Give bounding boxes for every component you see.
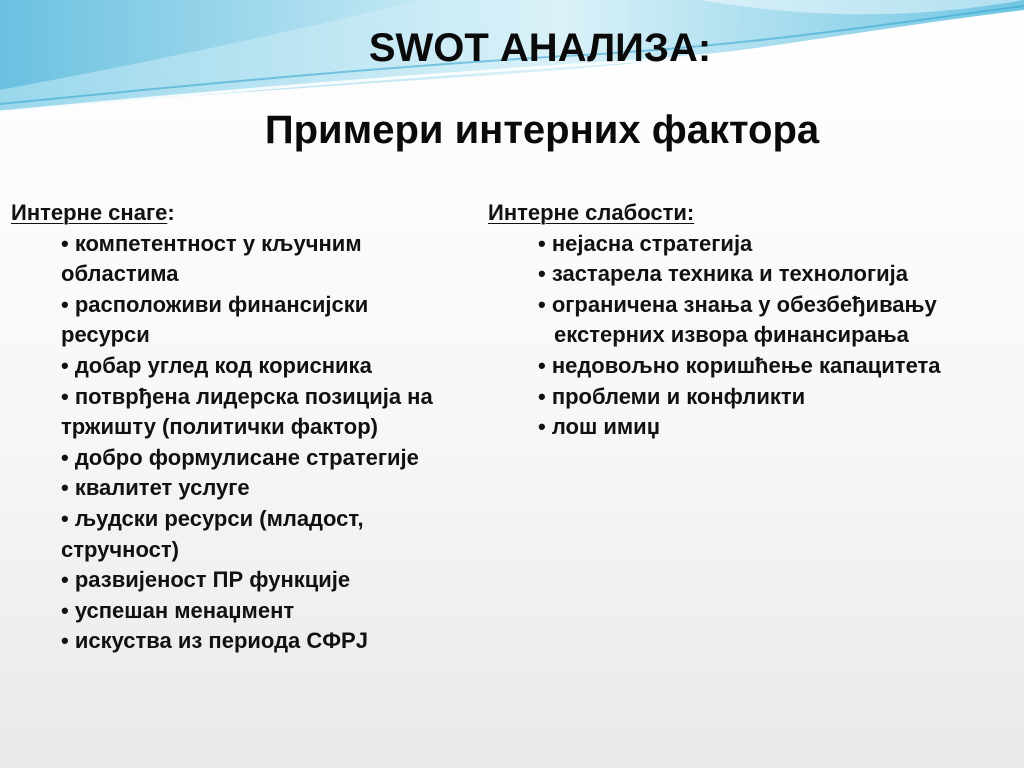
list-item: • квалитет услуге (61, 475, 250, 501)
list-item: • добро формулисане стратегије (61, 444, 419, 470)
list-item: • компетентност у кључним областима (61, 230, 362, 287)
weaknesses-heading (488, 198, 1018, 229)
list-item: • недовољно коришћење капацитета (538, 352, 941, 378)
list-item: • ограничена знања у обезбеђивању екстерних извора финансирања (538, 291, 937, 348)
slide-subtitle: Примери интерних фактора (264, 108, 820, 152)
list-item: • људски ресурси (младост, стручност) (61, 505, 364, 562)
weaknesses-heading-text: Интерне слабости: (488, 200, 695, 225)
list-item: • нејасна стратегија (538, 230, 753, 256)
list-item: • добар углед код корисника (61, 352, 372, 378)
list-item: • проблеми и конфликти (538, 383, 806, 409)
slide-title: SWOT АНАЛИЗА: (368, 26, 712, 70)
list-item: • расположиви финансијски ресурси (61, 291, 369, 348)
strengths-column (11, 198, 501, 657)
strengths-heading (11, 198, 501, 229)
list-item: • искуства из периода СФРЈ (61, 628, 368, 654)
list-item: • лош имиџ (538, 414, 660, 440)
strengths-heading-colon: : (167, 200, 175, 225)
weaknesses-list (488, 229, 1018, 443)
list-item: • успешан менаџмент (61, 597, 295, 623)
strengths-list (11, 229, 501, 657)
list-item: • развијеност ПР функције (61, 567, 351, 593)
list-item: • застарела техника и технологија (538, 261, 908, 287)
list-item: • потврђена лидерска позиција на тржишту (политички фактор) (61, 383, 433, 440)
strengths-heading-text: Интерне снаге (11, 200, 168, 225)
weaknesses-column (488, 198, 1018, 443)
